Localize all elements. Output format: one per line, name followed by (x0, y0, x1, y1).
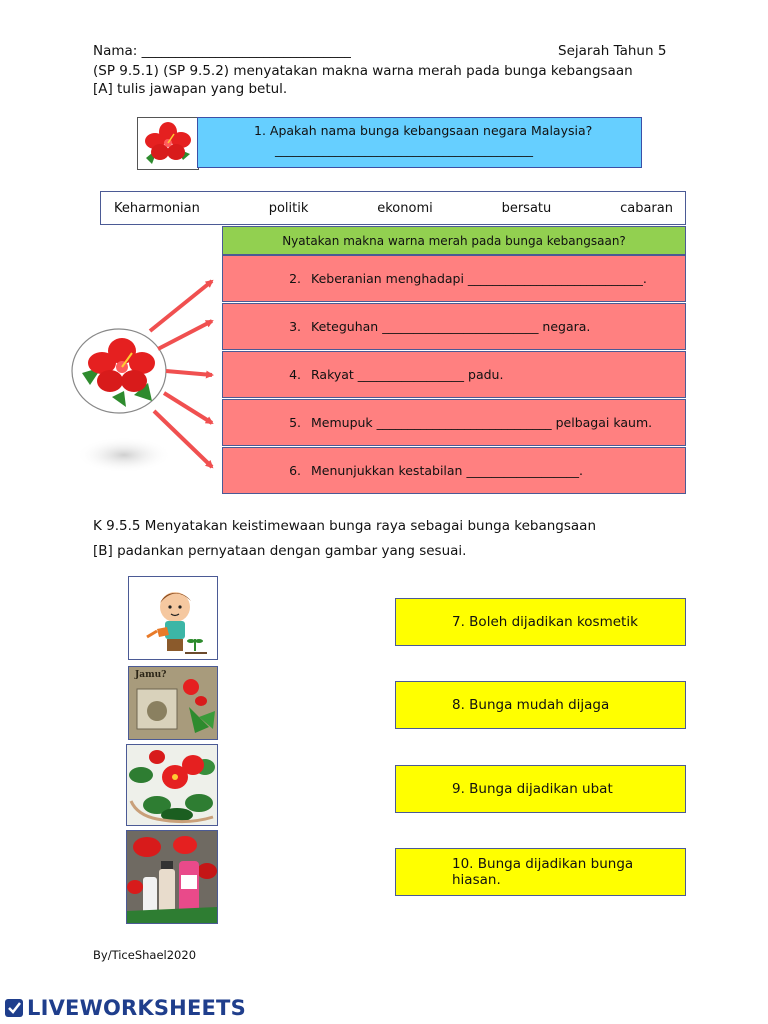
arrow-to-q3 (158, 321, 212, 349)
question-text[interactable]: Memupuk ____________________________ pelbagai kaum. (311, 415, 653, 430)
word-bersatu: bersatu (501, 200, 552, 216)
match-text: 7. Boleh dijadikan kosmetik (452, 614, 638, 630)
hibiscus-arrows-diagram (62, 255, 224, 485)
match-item-8[interactable] (395, 681, 686, 729)
arrow-to-q2 (150, 281, 212, 331)
hibiscus-icon (138, 118, 198, 169)
hibiscus-thumbnail (137, 117, 199, 170)
arrow-to-q4 (166, 371, 212, 375)
question-text[interactable]: Keberanian menghadapi ____________________________. (311, 271, 647, 286)
match-text: 10. Bunga dijadikan bunga hiasan. (452, 856, 634, 888)
section-b-objective: K 9.5.5 Menyatakan keistimewaan bunga raya sebagai bunga kebangsaan (93, 518, 597, 534)
question-1-answer-blank[interactable]: ___________________________________________ (275, 143, 533, 157)
question-number: 6. (289, 463, 301, 478)
word-keharmonian: Keharmonian (114, 200, 200, 216)
question-number: 3. (289, 319, 301, 334)
question-text[interactable]: Menunjukkan kestabilan __________________. (311, 463, 583, 478)
name-field-label: Nama: _______________________________ (93, 43, 351, 59)
word-bank (100, 191, 686, 225)
question-text[interactable]: Rakyat _________________ padu. (311, 367, 504, 382)
word-ekonomi: ekonomi (377, 200, 433, 216)
liveworksheets-brand: LIVEWORKSHEETS (27, 996, 246, 1020)
picture-jamu[interactable] (128, 666, 218, 740)
fill-question-3 (222, 303, 686, 350)
question-1-box (197, 117, 642, 168)
flower-shadow (76, 437, 172, 473)
match-item-9[interactable] (395, 765, 686, 813)
question-1-text: 1. Apakah nama bunga kebangsaan negara Malaysia? (254, 123, 593, 138)
fill-question-6 (222, 447, 686, 494)
instruction-a: [A] tulis jawapan yang betul. (93, 81, 288, 97)
fill-question-2 (222, 255, 686, 302)
question-text[interactable]: Keteguhan _________________________ negara. (311, 319, 591, 334)
section-heading: Nyatakan makna warna merah pada bunga kebangsaan? (222, 226, 686, 255)
liveworksheets-logo-icon (3, 997, 27, 1019)
arrow-to-q5 (164, 393, 212, 423)
word-politik: politik (268, 200, 309, 216)
match-text: 9. Bunga dijadikan ubat (452, 781, 613, 797)
hibiscus-plant-image (127, 745, 217, 825)
picture-boy-watering[interactable] (128, 576, 218, 660)
picture-hibiscus-plant[interactable] (126, 744, 218, 826)
fill-question-5 (222, 399, 686, 446)
credit-text: By/TiceShael2020 (93, 948, 197, 962)
match-text: 8. Bunga mudah dijaga (452, 697, 610, 713)
liveworksheets-logo[interactable] (3, 996, 246, 1020)
fill-question-4 (222, 351, 686, 398)
match-item-10[interactable] (395, 848, 686, 896)
picture-cosmetics[interactable] (126, 830, 218, 924)
objective-text: (SP 9.5.1) (SP 9.5.2) menyatakan makna warna merah pada bunga kebangsaan (93, 63, 633, 79)
boy-watering-plant-icon (129, 577, 217, 659)
word-cabaran: cabaran (620, 200, 673, 216)
question-number: 4. (289, 367, 301, 382)
subject-title: Sejarah Tahun 5 (558, 43, 667, 59)
question-number: 2. (289, 271, 301, 286)
match-item-7[interactable] (395, 598, 686, 646)
question-number: 5. (289, 415, 301, 430)
section-b-instruction: [B] padankan pernyataan dengan gambar yang sesuai. (93, 543, 467, 559)
jamu-caption: Jamu? (135, 670, 167, 680)
cosmetics-products-image (127, 831, 217, 923)
